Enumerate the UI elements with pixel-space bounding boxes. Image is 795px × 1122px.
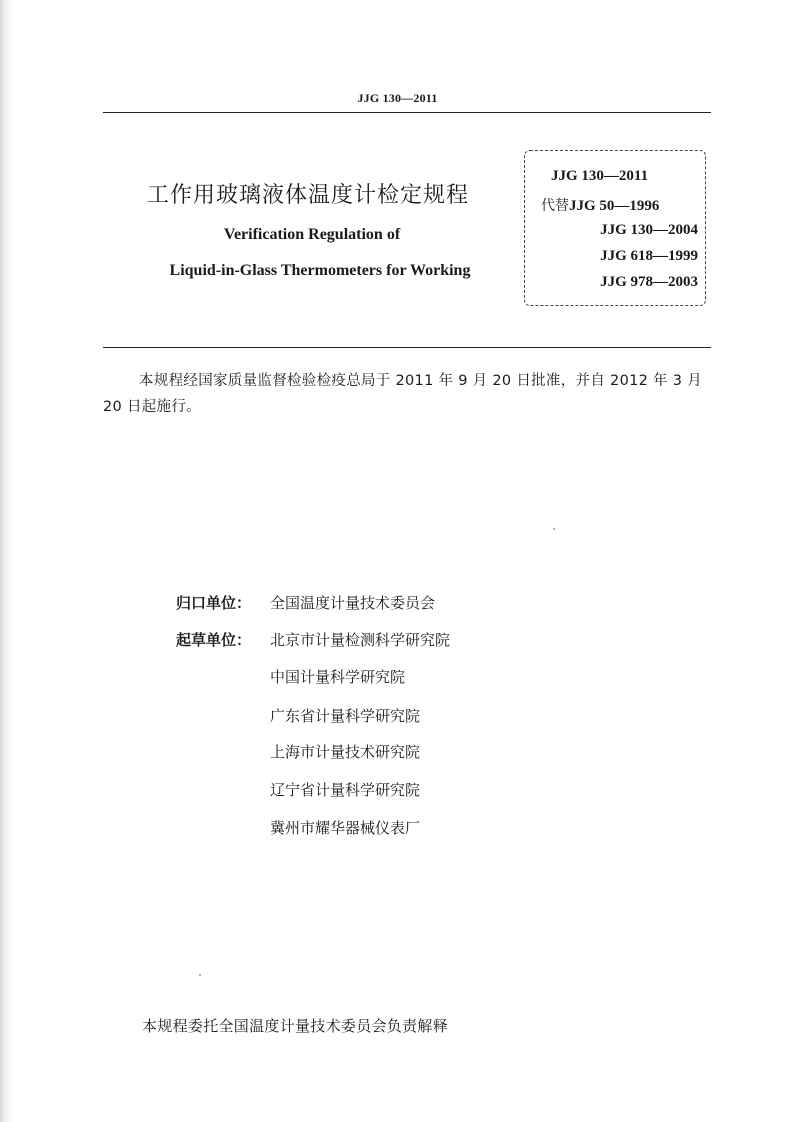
drafting-unit: 上海市计量技术研究院 bbox=[270, 743, 421, 761]
title-english-line1: Verification Regulation of bbox=[223, 226, 401, 243]
replaced-code: JJG 130—2004 bbox=[600, 222, 698, 238]
header-rule bbox=[103, 112, 711, 113]
replaced-code: JJG 618—1999 bbox=[600, 248, 698, 264]
scan-edge-shadow bbox=[0, 0, 14, 1122]
interpretation-note: 本规程委托全国温度计量技术委员会负责解释 bbox=[142, 1017, 449, 1035]
title-chinese: 工作用玻璃液体温度计检定规程 bbox=[146, 183, 469, 208]
regulation-code: JJG 130—2011 bbox=[551, 168, 649, 184]
title-english-line2: Liquid-in-Glass Thermometers for Working bbox=[169, 262, 471, 279]
replaced-code: JJG 978—2003 bbox=[600, 274, 698, 290]
running-head: JJG 130—2011 bbox=[357, 91, 438, 105]
drafting-unit-label: 起草单位： bbox=[176, 631, 252, 649]
drafting-unit: 中国计量科学研究院 bbox=[270, 668, 406, 686]
drafting-unit: 北京市计量检测科学研究院 bbox=[270, 631, 451, 649]
drafting-unit: 辽宁省计量科学研究院 bbox=[270, 781, 421, 799]
replaced-code: JJG 50—1996 bbox=[569, 198, 660, 214]
responsible-unit: 全国温度计量技术委员会 bbox=[270, 594, 436, 612]
scan-speck bbox=[199, 974, 201, 976]
drafting-unit: 广东省计量科学研究院 bbox=[270, 707, 421, 725]
replaced-code-line bbox=[541, 195, 701, 215]
drafting-unit: 冀州市耀华器械仪表厂 bbox=[270, 819, 421, 837]
responsible-unit-label: 归口单位： bbox=[176, 594, 252, 612]
approval-statement: 本规程经国家质量监督检验检疫总局于 2011 年 9 月 20 日批准，并自 2012 年 3 月 20 日起施行。 bbox=[103, 373, 702, 415]
replace-prefix: 代替 bbox=[541, 198, 569, 214]
section-rule bbox=[103, 347, 711, 348]
scan-speck bbox=[553, 528, 555, 530]
